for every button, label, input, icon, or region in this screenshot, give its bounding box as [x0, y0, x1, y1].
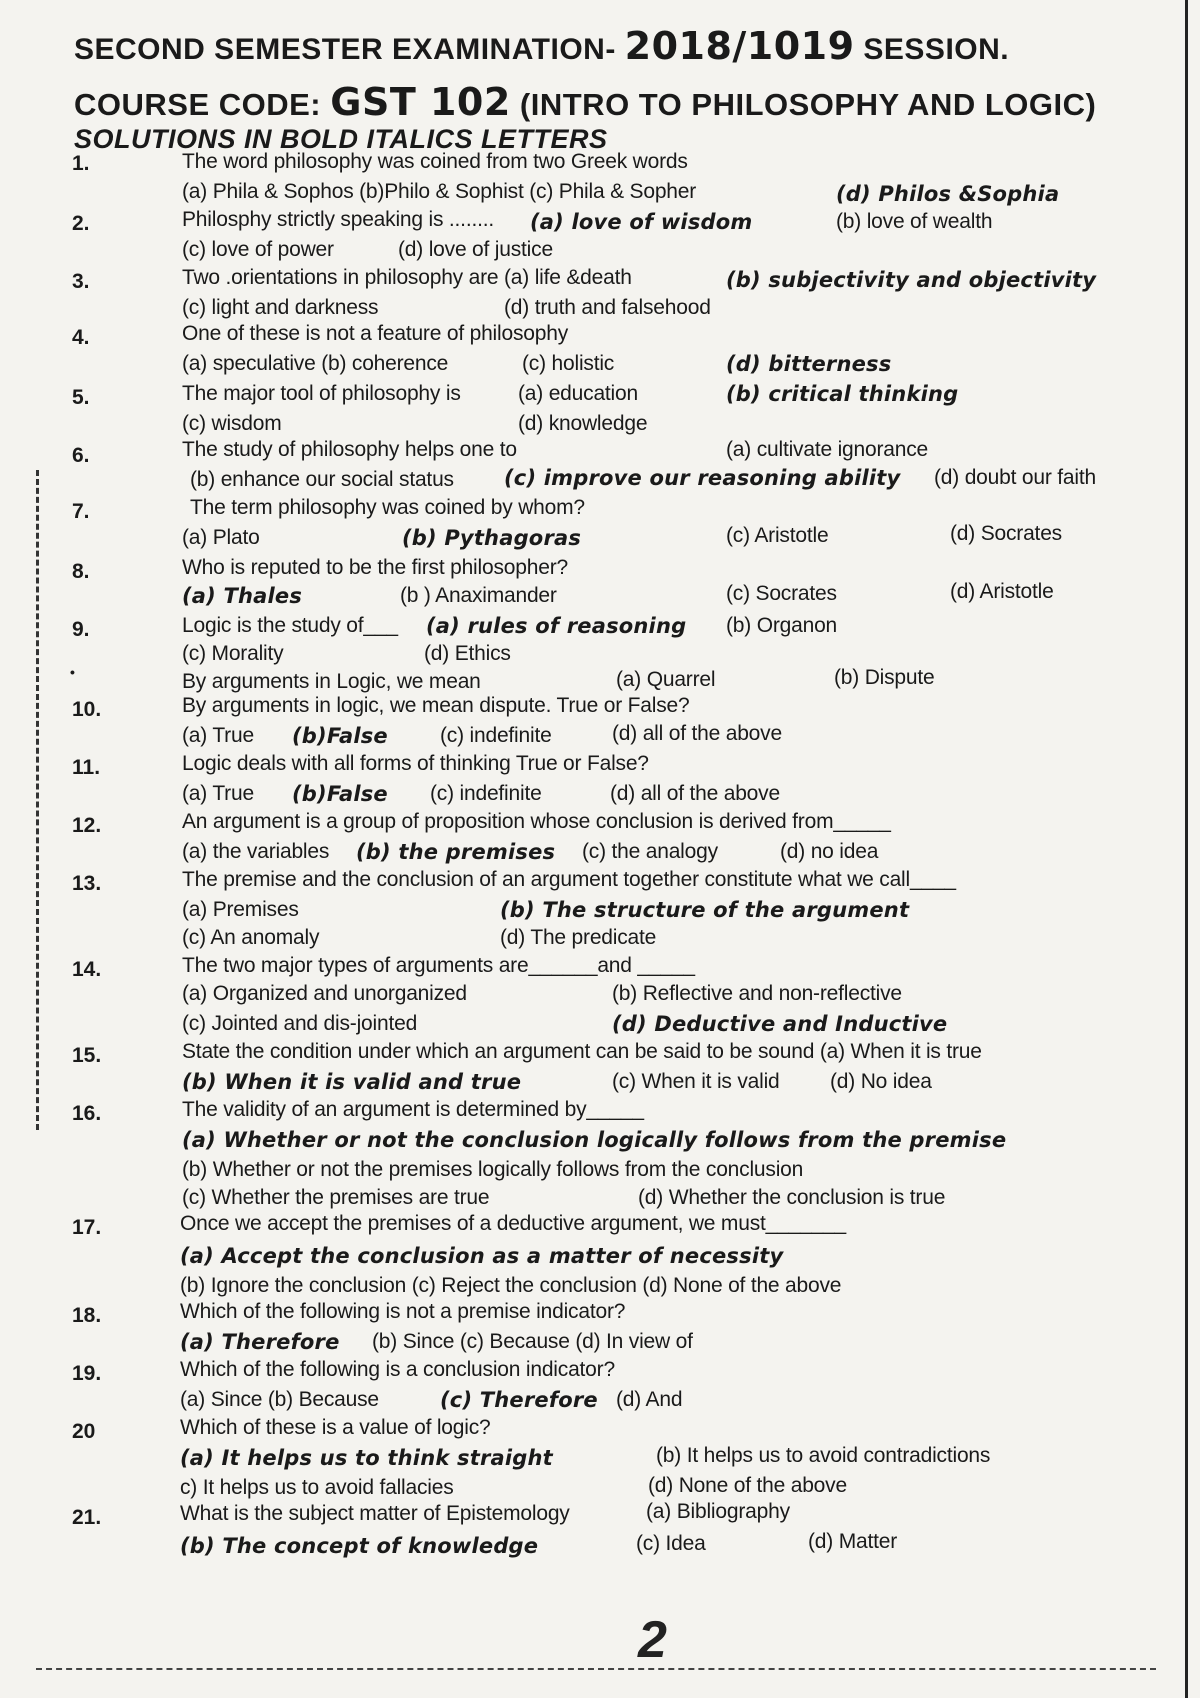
option: (a) Organized and unorganized: [182, 982, 467, 1005]
question-text: By arguments in logic, we mean dispute. True or False?: [182, 694, 690, 717]
question-number: 8.: [72, 560, 90, 583]
option: (c) wisdom: [182, 412, 282, 435]
answer: (c) improve our reasoning ability: [504, 466, 901, 490]
question-text: Which of these is a value of logic?: [180, 1416, 491, 1439]
question-text: One of these is not a feature of philosophy: [182, 322, 568, 345]
question-text: The premise and the conclusion of an argument together constitute what we call____: [182, 868, 956, 891]
option: (d) all of the above: [610, 782, 780, 805]
option: (b) enhance our social status: [190, 468, 454, 491]
question-number: 13.: [72, 872, 102, 895]
question-number: 12.: [72, 814, 102, 837]
option: (a) cultivate ignorance: [726, 438, 929, 461]
answer: (b) subjectivity and objectivity: [726, 268, 1097, 292]
question-number: 11.: [72, 756, 101, 779]
option: (c) Jointed and dis-jointed: [182, 1012, 418, 1035]
course-code: GST 102: [330, 80, 511, 124]
question-number: 4.: [72, 326, 90, 349]
exam-title: SECOND SEMESTER EXAMINATION- 2018/1019 SESSION.: [74, 24, 1010, 68]
question-text: Two .orientations in philosophy are (a) life &death: [182, 266, 632, 289]
answer: (a) love of wisdom: [530, 210, 753, 234]
option: (c) Morality: [182, 642, 284, 665]
answer: (b) The concept of knowledge: [180, 1534, 539, 1558]
question-text: Which of the following is a conclusion indicator?: [180, 1358, 615, 1381]
options: (a) Since (b) Because: [180, 1388, 379, 1411]
question-number: 5.: [72, 386, 90, 409]
answer: (b) The structure of the argument: [500, 898, 910, 922]
question-text: An argument is a group of proposition whose conclusion is derived from_____: [182, 810, 891, 833]
answer: (b)False: [292, 782, 388, 806]
option: (a) True: [182, 782, 254, 805]
question-number: 2.: [72, 212, 90, 235]
option: (c) Aristotle: [726, 524, 829, 547]
option: (b) Whether or not the premises logically follows from the conclusion: [182, 1158, 804, 1181]
option: (a) Plato: [182, 526, 260, 549]
answer: (a) Whether or not the conclusion logically follows from the premise: [182, 1128, 1007, 1152]
question-number: 7.: [72, 500, 90, 523]
question-number: 6.: [72, 444, 90, 467]
option: (b) love of wealth: [836, 210, 993, 233]
question-text: State the condition under which an argument can be said to be sound (a) When it is true: [182, 1040, 982, 1063]
option: (c) When it is valid: [612, 1070, 780, 1093]
question-text: Logic deals with all forms of thinking True or False?: [182, 752, 649, 775]
option: (d) Ethics: [424, 642, 511, 665]
question-text: The two major types of arguments are______and _____: [182, 954, 695, 977]
option: (b) Organon: [726, 614, 838, 637]
option: (c) indefinite: [440, 724, 552, 747]
answer: (a) Thales: [182, 584, 303, 608]
question-number: 1.: [72, 152, 90, 175]
question-text: The major tool of philosophy is: [182, 382, 461, 405]
option: (b) Dispute: [834, 666, 935, 689]
option: (c) the analogy: [582, 840, 718, 863]
option: (c) light and darkness: [182, 296, 379, 319]
question-text: The term philosophy was coined by whom?: [190, 496, 585, 519]
option: (a) the variables: [182, 840, 330, 863]
question-text: Logic is the study of___: [182, 614, 398, 637]
option: (d) Aristotle: [950, 580, 1054, 603]
course-code-line: COURSE CODE: GST 102 (INTRO TO PHILOSOPHY AND LOGIC): [74, 80, 1097, 124]
options: (b) Since (c) Because (d) In view of: [372, 1330, 693, 1353]
option: (b ) Anaximander: [400, 584, 557, 607]
bottom-dashed-line: [36, 1668, 1156, 1670]
answer: (d) bitterness: [726, 352, 892, 376]
option: (a) True: [182, 724, 254, 747]
question-number: 16.: [72, 1102, 102, 1125]
option: (c) Whether the premises are true: [182, 1186, 490, 1209]
question-text: Once we accept the premises of a deductive argument, we must_______: [180, 1212, 846, 1235]
question-text: Philosphy strictly speaking is ........: [182, 208, 494, 231]
option: (d) And: [616, 1388, 683, 1411]
option: (d) Whether the conclusion is true: [638, 1186, 946, 1209]
option: (c) holistic: [522, 352, 615, 375]
bullet-mark: •: [70, 664, 75, 680]
question-text: The validity of an argument is determined by_____: [182, 1098, 644, 1121]
answer: (b)False: [292, 724, 388, 748]
question-number: 10.: [72, 698, 102, 721]
option: (d) all of the above: [612, 722, 782, 745]
left-dashed-margin: [36, 470, 39, 1130]
question-number: 14.: [72, 958, 102, 981]
question-number: 20: [72, 1420, 96, 1443]
answer: (b) the premises: [356, 840, 556, 864]
option: (c) Socrates: [726, 582, 837, 605]
answer: (a) It helps us to think straight: [180, 1446, 553, 1470]
page-edge-border: [1185, 0, 1188, 1698]
option: (d) The predicate: [500, 926, 657, 949]
question-text: The word philosophy was coined from two Greek words: [182, 150, 688, 173]
answer: (a) Therefore: [180, 1330, 340, 1354]
answer: (a) rules of reasoning: [426, 614, 687, 638]
option: (c) An anomaly: [182, 926, 320, 949]
option: (d) None of the above: [648, 1474, 847, 1497]
option: (b) It helps us to avoid contradictions: [656, 1444, 991, 1467]
question-text: By arguments in Logic, we mean: [182, 670, 481, 693]
option: (d) Socrates: [950, 522, 1062, 545]
option: (a) education: [518, 382, 638, 405]
option: (c) Idea: [636, 1532, 706, 1555]
question-text: Who is reputed to be the first philosopher?: [182, 556, 568, 579]
question-number: 19.: [72, 1362, 102, 1385]
option: (c) indefinite: [430, 782, 542, 805]
question-text: The study of philosophy helps one to: [182, 438, 517, 461]
option: (a) Quarrel: [616, 668, 716, 691]
answer: (b) Pythagoras: [402, 526, 582, 550]
question-number: 9.: [72, 618, 90, 641]
question-number: 3.: [72, 270, 90, 293]
question-number: 18.: [72, 1304, 102, 1327]
session-year: 2018/1019: [624, 24, 855, 68]
options: (a) Phila & Sophos (b)Philo & Sophist (c) Phila & Sopher: [182, 180, 697, 203]
question-number: 17.: [72, 1216, 102, 1239]
question-text: Which of the following is not a premise indicator?: [180, 1300, 626, 1323]
answer: (d) Philos &Sophia: [836, 182, 1060, 206]
option: c) It helps us to avoid fallacies: [180, 1476, 454, 1499]
option: (d) knowledge: [518, 412, 648, 435]
solutions-note: SOLUTIONS IN BOLD ITALICS LETTERS: [74, 124, 608, 154]
option: (a) Premises: [182, 898, 299, 921]
options: (a) speculative (b) coherence: [182, 352, 449, 375]
option: (d) love of justice: [398, 238, 553, 261]
answer: (d) Deductive and Inductive: [612, 1012, 948, 1036]
option: (d) No idea: [830, 1070, 932, 1093]
page-number: 2: [638, 1611, 667, 1669]
answer: (c) Therefore: [440, 1388, 598, 1412]
option: (c) love of power: [182, 238, 334, 261]
option: (d) doubt our faith: [934, 466, 1096, 489]
option: (d) truth and falsehood: [504, 296, 711, 319]
answer: (b) When it is valid and true: [182, 1070, 522, 1094]
option: (b) Reflective and non-reflective: [612, 982, 902, 1005]
answer: (b) critical thinking: [726, 382, 959, 406]
options: (b) Ignore the conclusion (c) Reject the conclusion (d) None of the above: [180, 1274, 842, 1297]
option: (d) no idea: [780, 840, 879, 863]
answer: (a) Accept the conclusion as a matter of necessity: [180, 1244, 784, 1268]
option: (a) Bibliography: [646, 1500, 790, 1523]
question-number: 15.: [72, 1044, 102, 1067]
question-text: What is the subject matter of Epistemology: [180, 1502, 570, 1525]
option: (d) Matter: [808, 1530, 898, 1553]
question-number: 21.: [72, 1506, 102, 1529]
